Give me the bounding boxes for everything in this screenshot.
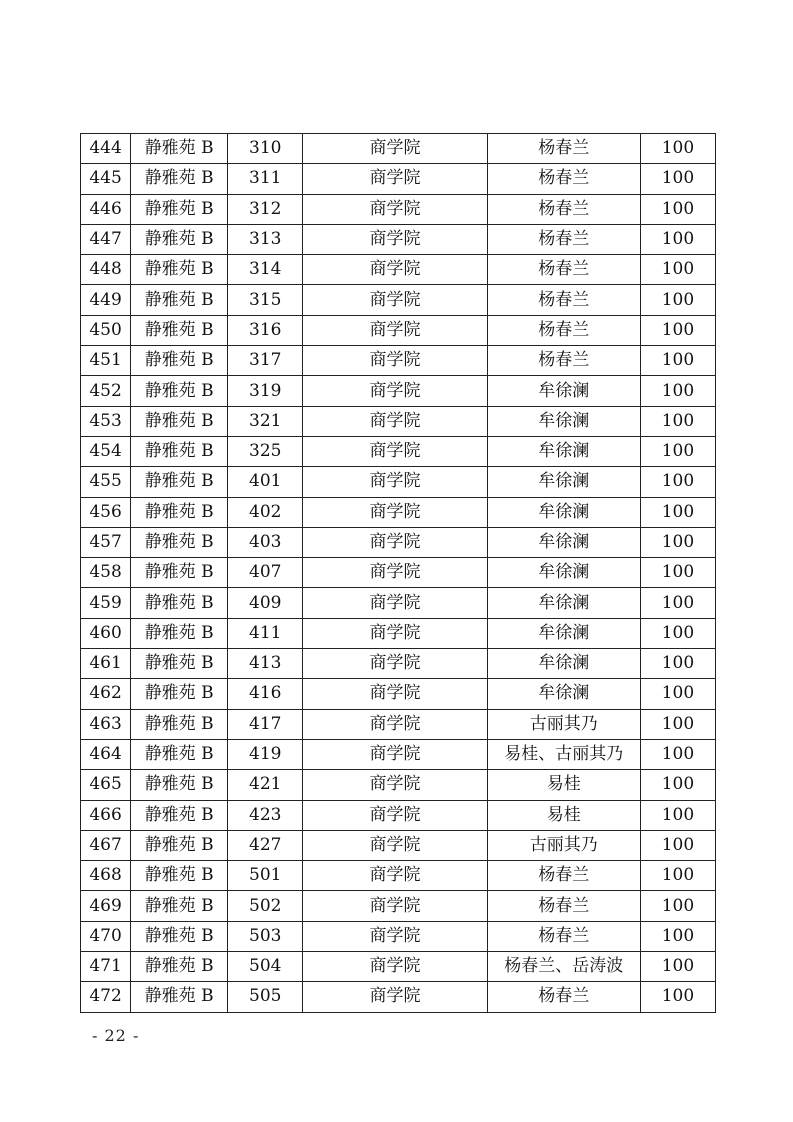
college-cell: 商学院 <box>303 739 487 769</box>
building-cell: 静雅苑 B <box>131 436 228 466</box>
counselor-cell: 易桂、古丽其乃 <box>487 739 640 769</box>
score-cell: 100 <box>640 709 715 739</box>
building-cell: 静雅苑 B <box>131 679 228 709</box>
row-number-cell: 454 <box>81 436 131 466</box>
counselor-cell: 杨春兰 <box>487 164 640 194</box>
score-cell: 100 <box>640 861 715 891</box>
table-row <box>81 255 716 285</box>
score-cell: 100 <box>640 588 715 618</box>
room-cell: 503 <box>228 921 303 951</box>
table-row <box>81 346 716 376</box>
college-cell: 商学院 <box>303 224 487 254</box>
row-number-cell: 461 <box>81 649 131 679</box>
table-row <box>81 285 716 315</box>
table-row <box>81 921 716 951</box>
building-cell: 静雅苑 B <box>131 376 228 406</box>
building-cell: 静雅苑 B <box>131 830 228 860</box>
room-cell: 501 <box>228 861 303 891</box>
counselor-cell: 易桂 <box>487 800 640 830</box>
counselor-cell: 牟徐澜 <box>487 649 640 679</box>
counselor-cell: 杨春兰 <box>487 255 640 285</box>
row-number-cell: 459 <box>81 588 131 618</box>
room-cell: 411 <box>228 618 303 648</box>
row-number-cell: 472 <box>81 982 131 1012</box>
room-cell: 314 <box>228 255 303 285</box>
table-row <box>81 406 716 436</box>
counselor-cell: 杨春兰 <box>487 134 640 164</box>
score-cell: 100 <box>640 346 715 376</box>
row-number-cell: 463 <box>81 709 131 739</box>
building-cell: 静雅苑 B <box>131 406 228 436</box>
table-row <box>81 982 716 1012</box>
score-cell: 100 <box>640 406 715 436</box>
score-cell: 100 <box>640 649 715 679</box>
row-number-cell: 447 <box>81 224 131 254</box>
building-cell: 静雅苑 B <box>131 709 228 739</box>
score-cell: 100 <box>640 739 715 769</box>
score-cell: 100 <box>640 921 715 951</box>
table-row <box>81 497 716 527</box>
counselor-cell: 古丽其乃 <box>487 709 640 739</box>
room-cell: 409 <box>228 588 303 618</box>
table-row <box>81 436 716 466</box>
building-cell: 静雅苑 B <box>131 527 228 557</box>
counselor-cell: 杨春兰 <box>487 285 640 315</box>
counselor-cell: 杨春兰 <box>487 921 640 951</box>
score-cell: 100 <box>640 285 715 315</box>
building-cell: 静雅苑 B <box>131 770 228 800</box>
score-cell: 100 <box>640 679 715 709</box>
table-row <box>81 164 716 194</box>
room-cell: 315 <box>228 285 303 315</box>
score-cell: 100 <box>640 255 715 285</box>
score-cell: 100 <box>640 952 715 982</box>
score-cell: 100 <box>640 830 715 860</box>
room-cell: 401 <box>228 467 303 497</box>
building-cell: 静雅苑 B <box>131 134 228 164</box>
score-cell: 100 <box>640 376 715 406</box>
counselor-cell: 牟徐澜 <box>487 618 640 648</box>
score-cell: 100 <box>640 436 715 466</box>
college-cell: 商学院 <box>303 982 487 1012</box>
college-cell: 商学院 <box>303 679 487 709</box>
table-row <box>81 739 716 769</box>
table-row <box>81 649 716 679</box>
counselor-cell: 牟徐澜 <box>487 497 640 527</box>
building-cell: 静雅苑 B <box>131 800 228 830</box>
table-row <box>81 467 716 497</box>
college-cell: 商学院 <box>303 830 487 860</box>
college-cell: 商学院 <box>303 467 487 497</box>
table-row <box>81 830 716 860</box>
college-cell: 商学院 <box>303 285 487 315</box>
college-cell: 商学院 <box>303 618 487 648</box>
college-cell: 商学院 <box>303 194 487 224</box>
table-row <box>81 800 716 830</box>
room-cell: 402 <box>228 497 303 527</box>
building-cell: 静雅苑 B <box>131 497 228 527</box>
row-number-cell: 464 <box>81 739 131 769</box>
college-cell: 商学院 <box>303 770 487 800</box>
room-cell: 311 <box>228 164 303 194</box>
counselor-cell: 杨春兰 <box>487 982 640 1012</box>
building-cell: 静雅苑 B <box>131 285 228 315</box>
room-cell: 505 <box>228 982 303 1012</box>
building-cell: 静雅苑 B <box>131 921 228 951</box>
room-cell: 427 <box>228 830 303 860</box>
college-cell: 商学院 <box>303 406 487 436</box>
college-cell: 商学院 <box>303 891 487 921</box>
college-cell: 商学院 <box>303 649 487 679</box>
room-cell: 417 <box>228 709 303 739</box>
building-cell: 静雅苑 B <box>131 194 228 224</box>
score-cell: 100 <box>640 497 715 527</box>
college-cell: 商学院 <box>303 164 487 194</box>
row-number-cell: 469 <box>81 891 131 921</box>
building-cell: 静雅苑 B <box>131 346 228 376</box>
table-row <box>81 891 716 921</box>
room-cell: 423 <box>228 800 303 830</box>
college-cell: 商学院 <box>303 376 487 406</box>
college-cell: 商学院 <box>303 921 487 951</box>
college-cell: 商学院 <box>303 861 487 891</box>
counselor-cell: 杨春兰 <box>487 861 640 891</box>
college-cell: 商学院 <box>303 527 487 557</box>
room-cell: 419 <box>228 739 303 769</box>
table-row <box>81 527 716 557</box>
score-cell: 100 <box>640 770 715 800</box>
room-cell: 313 <box>228 224 303 254</box>
building-cell: 静雅苑 B <box>131 164 228 194</box>
building-cell: 静雅苑 B <box>131 588 228 618</box>
building-cell: 静雅苑 B <box>131 255 228 285</box>
college-cell: 商学院 <box>303 255 487 285</box>
score-cell: 100 <box>640 134 715 164</box>
counselor-cell: 杨春兰、岳涛波 <box>487 952 640 982</box>
score-cell: 100 <box>640 891 715 921</box>
row-number-cell: 451 <box>81 346 131 376</box>
row-number-cell: 466 <box>81 800 131 830</box>
counselor-cell: 杨春兰 <box>487 891 640 921</box>
table-row <box>81 952 716 982</box>
building-cell: 静雅苑 B <box>131 315 228 345</box>
score-cell: 100 <box>640 164 715 194</box>
building-cell: 静雅苑 B <box>131 861 228 891</box>
score-cell: 100 <box>640 224 715 254</box>
college-cell: 商学院 <box>303 497 487 527</box>
building-cell: 静雅苑 B <box>131 558 228 588</box>
building-cell: 静雅苑 B <box>131 739 228 769</box>
room-cell: 325 <box>228 436 303 466</box>
building-cell: 静雅苑 B <box>131 649 228 679</box>
row-number-cell: 449 <box>81 285 131 315</box>
table-row <box>81 770 716 800</box>
room-cell: 504 <box>228 952 303 982</box>
row-number-cell: 471 <box>81 952 131 982</box>
score-cell: 100 <box>640 558 715 588</box>
score-cell: 100 <box>640 982 715 1012</box>
counselor-cell: 杨春兰 <box>487 315 640 345</box>
room-cell: 316 <box>228 315 303 345</box>
row-number-cell: 444 <box>81 134 131 164</box>
table-row <box>81 618 716 648</box>
counselor-cell: 牟徐澜 <box>487 679 640 709</box>
room-cell: 413 <box>228 649 303 679</box>
room-cell: 421 <box>228 770 303 800</box>
counselor-cell: 牟徐澜 <box>487 376 640 406</box>
building-cell: 静雅苑 B <box>131 952 228 982</box>
row-number-cell: 452 <box>81 376 131 406</box>
dormitory-score-table <box>80 133 716 1013</box>
score-cell: 100 <box>640 800 715 830</box>
college-cell: 商学院 <box>303 134 487 164</box>
score-cell: 100 <box>640 618 715 648</box>
table-row <box>81 709 716 739</box>
page-number: - 22 - <box>92 1026 140 1045</box>
room-cell: 319 <box>228 376 303 406</box>
room-cell: 502 <box>228 891 303 921</box>
table-body <box>81 134 716 1013</box>
building-cell: 静雅苑 B <box>131 891 228 921</box>
table-row <box>81 558 716 588</box>
row-number-cell: 470 <box>81 921 131 951</box>
score-cell: 100 <box>640 194 715 224</box>
row-number-cell: 456 <box>81 497 131 527</box>
college-cell: 商学院 <box>303 346 487 376</box>
table-row <box>81 588 716 618</box>
counselor-cell: 杨春兰 <box>487 224 640 254</box>
row-number-cell: 460 <box>81 618 131 648</box>
room-cell: 321 <box>228 406 303 436</box>
room-cell: 416 <box>228 679 303 709</box>
counselor-cell: 牟徐澜 <box>487 558 640 588</box>
room-cell: 312 <box>228 194 303 224</box>
counselor-cell: 古丽其乃 <box>487 830 640 860</box>
college-cell: 商学院 <box>303 436 487 466</box>
row-number-cell: 455 <box>81 467 131 497</box>
building-cell: 静雅苑 B <box>131 224 228 254</box>
room-cell: 403 <box>228 527 303 557</box>
counselor-cell: 杨春兰 <box>487 346 640 376</box>
table-row <box>81 134 716 164</box>
counselor-cell: 牟徐澜 <box>487 406 640 436</box>
room-cell: 407 <box>228 558 303 588</box>
college-cell: 商学院 <box>303 558 487 588</box>
college-cell: 商学院 <box>303 315 487 345</box>
score-cell: 100 <box>640 315 715 345</box>
table-row <box>81 315 716 345</box>
score-cell: 100 <box>640 527 715 557</box>
table-row <box>81 376 716 406</box>
row-number-cell: 448 <box>81 255 131 285</box>
row-number-cell: 457 <box>81 527 131 557</box>
building-cell: 静雅苑 B <box>131 982 228 1012</box>
college-cell: 商学院 <box>303 709 487 739</box>
row-number-cell: 446 <box>81 194 131 224</box>
counselor-cell: 牟徐澜 <box>487 588 640 618</box>
counselor-cell: 杨春兰 <box>487 194 640 224</box>
table-row <box>81 679 716 709</box>
score-cell: 100 <box>640 467 715 497</box>
row-number-cell: 462 <box>81 679 131 709</box>
table-row <box>81 194 716 224</box>
counselor-cell: 牟徐澜 <box>487 467 640 497</box>
row-number-cell: 445 <box>81 164 131 194</box>
row-number-cell: 468 <box>81 861 131 891</box>
row-number-cell: 450 <box>81 315 131 345</box>
table-row <box>81 861 716 891</box>
room-cell: 317 <box>228 346 303 376</box>
college-cell: 商学院 <box>303 588 487 618</box>
table-row <box>81 224 716 254</box>
row-number-cell: 467 <box>81 830 131 860</box>
row-number-cell: 458 <box>81 558 131 588</box>
counselor-cell: 牟徐澜 <box>487 527 640 557</box>
row-number-cell: 453 <box>81 406 131 436</box>
room-cell: 310 <box>228 134 303 164</box>
college-cell: 商学院 <box>303 952 487 982</box>
counselor-cell: 牟徐澜 <box>487 436 640 466</box>
building-cell: 静雅苑 B <box>131 467 228 497</box>
row-number-cell: 465 <box>81 770 131 800</box>
college-cell: 商学院 <box>303 800 487 830</box>
counselor-cell: 易桂 <box>487 770 640 800</box>
building-cell: 静雅苑 B <box>131 618 228 648</box>
